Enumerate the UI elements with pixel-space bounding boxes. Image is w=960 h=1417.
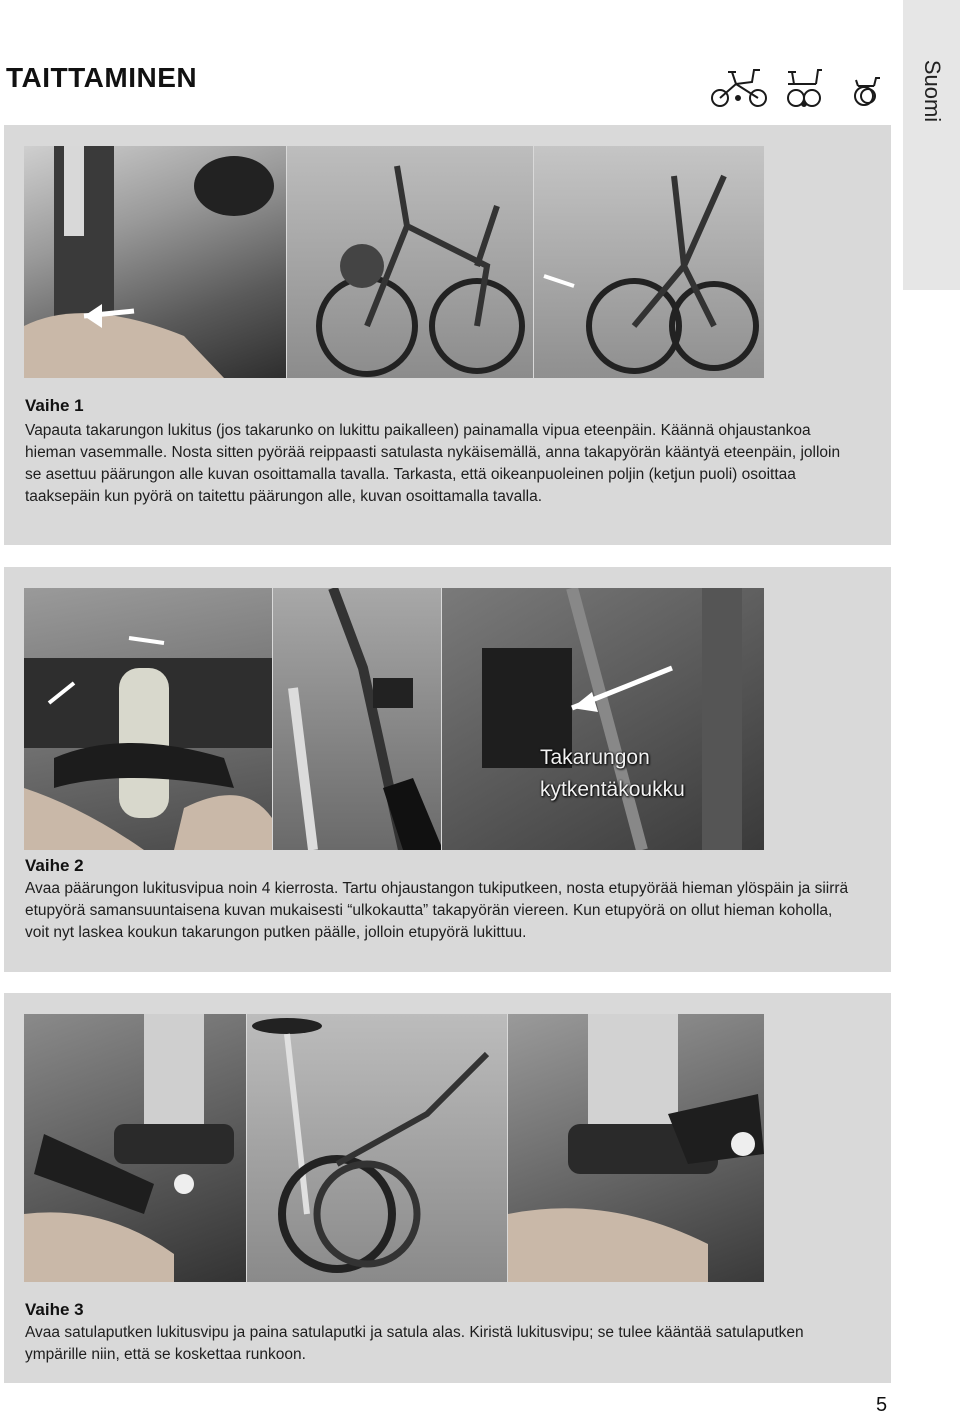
- step-3-text: Avaa satulaputken lukitusvipu ja paina satulaputki ja satula alas. Kiristä lukitusvipu; se tulee kääntää satulaputken ympärille niin, että se koskettaa runkoon.: [25, 1324, 804, 1363]
- hook-photo-label-line1: Takarungon: [540, 746, 650, 769]
- step-2-photo-front-frame: [273, 588, 441, 850]
- page-number: 5: [876, 1394, 888, 1416]
- step-3-title: Vaihe 3: [25, 1300, 84, 1319]
- step-1-photo-bike-folded-rear: [534, 146, 764, 378]
- step-2-text: Avaa päärungon lukitusvipua noin 4 kierrosta. Tartu ohjaustangon tukiputkeen, nosta etupyörää hieman ylöspäin ja siirrä etupyörä samansuuntaisena kuvan mukaisesti “ulkokautta” takapyörän viereen. Kun etupyörä on ollut hieman koholla, voit nyt laskea koukun takarungon putken päälle, jolloin etupyörä lukittuu.: [25, 880, 849, 941]
- language-tab: [903, 0, 960, 290]
- step-3-photo-seatpost-clamp: [24, 1014, 246, 1282]
- step-3-photo-folded-bike: [247, 1014, 507, 1282]
- step-1-title: Vaihe 1: [25, 396, 84, 415]
- step-3-photo-clamp-closed: [508, 1014, 764, 1282]
- page-title: TAITTAMINEN: [6, 62, 198, 93]
- step-1-photo-bike-folding: [287, 146, 533, 378]
- step-1-text: Vapauta takarungon lukitus (jos takarunko on lukittu paikalleen) painamalla vipua eteenpäin. Käännä ohjaustankoa hieman vasemmalle. Nosta sitten pyörää reippaasti satulasta nykäisemällä, anna takapyörän kääntyä eteenpäin, jolloin se asettuu päärungon alle kuvan osoittamalla tavalla. Tarkasta, että oikeanpuoleinen poljin (ketjun puoli) osoittaa taaksepäin kun pyörä on taitettu päärungon alle, kuvan osoittamalla tavalla.: [25, 422, 841, 505]
- step-1-photo-lever: [24, 146, 286, 378]
- hook-photo-label-line2: kytkentäkoukku: [540, 778, 685, 801]
- bike-half-folded-icon: [788, 70, 822, 106]
- folding-stages-icons: [708, 64, 888, 112]
- language-label: Suomi: [919, 59, 945, 123]
- hook-photo-label: [540, 742, 740, 806]
- step-2-photo-lock-lever: [24, 588, 272, 850]
- bike-unfolded-icon: [712, 70, 766, 106]
- step-2-photo-hook: [442, 588, 764, 850]
- step-2-title: Vaihe 2: [25, 856, 84, 875]
- bike-folded-icon: [855, 78, 880, 105]
